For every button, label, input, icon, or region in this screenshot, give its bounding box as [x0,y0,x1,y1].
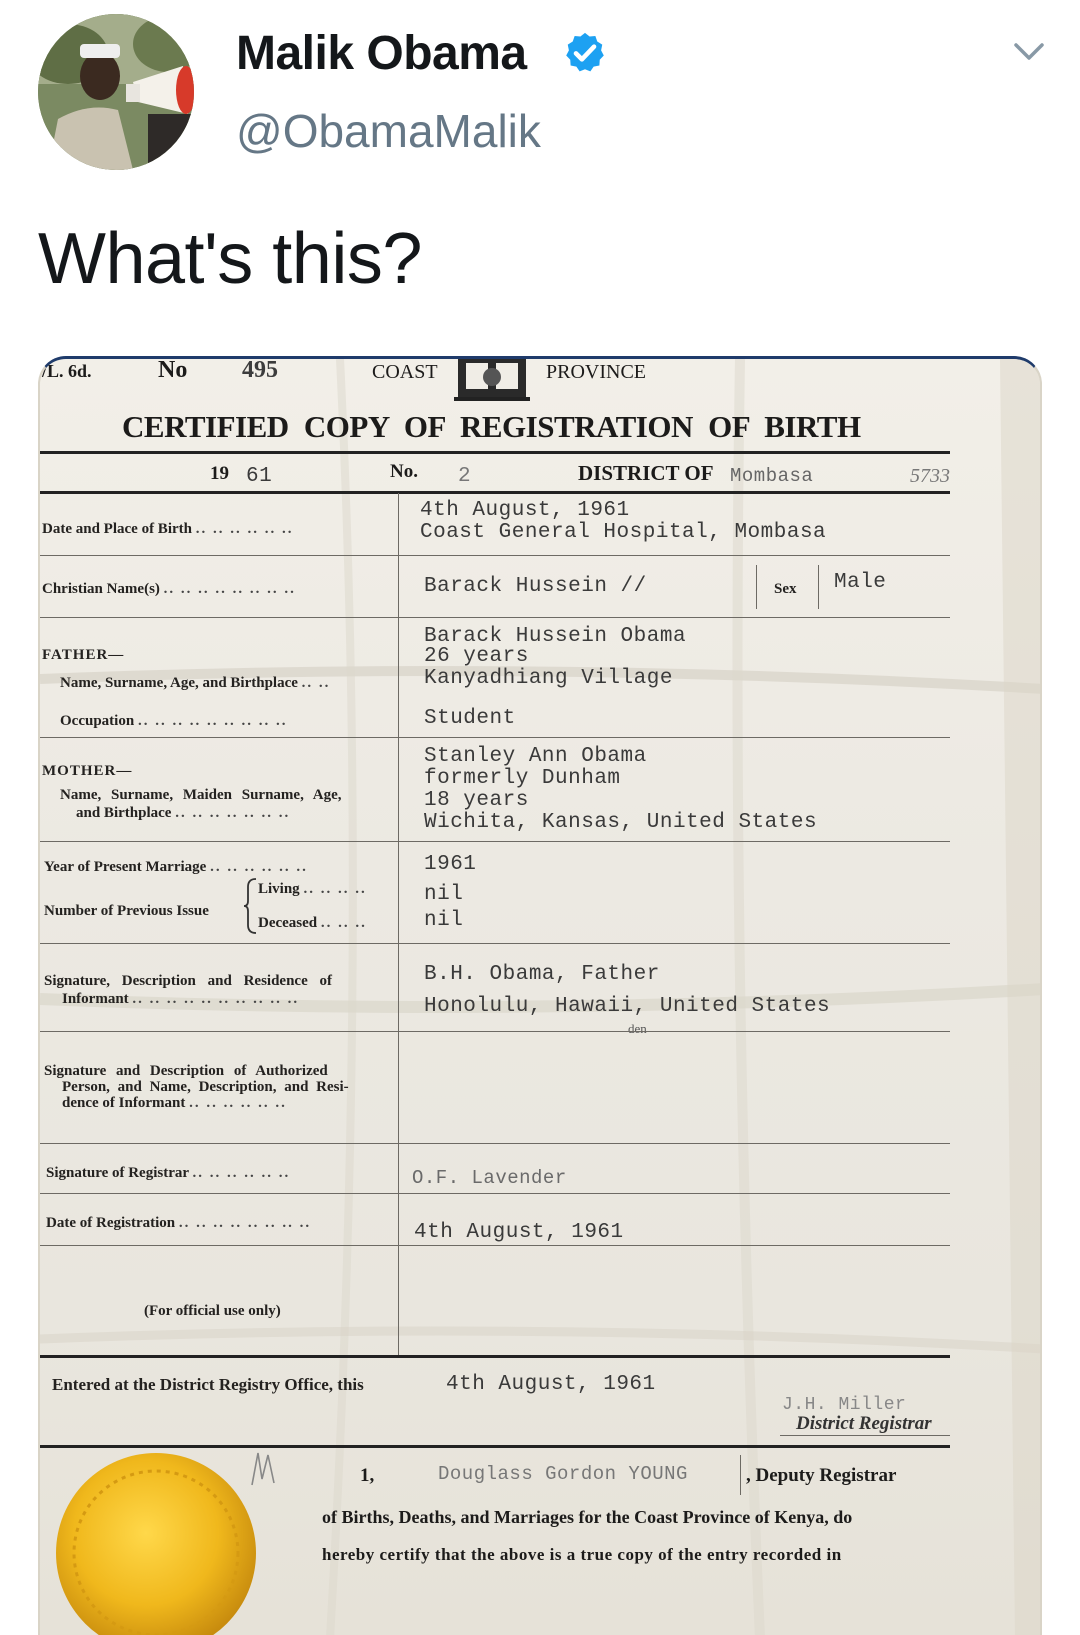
avatar-photo [38,14,194,170]
occupation-label: Occupation .. .. .. .. .. .. .. .. .. [60,713,288,729]
district-label: DISTRICT OF [578,461,714,485]
coat-of-arms-icon [454,359,530,403]
sex-label: Sex [774,581,797,597]
signature-mark-icon [248,1449,278,1489]
user-handle[interactable]: @ObamaMalik [236,105,541,157]
living-label: Living .. .. .. .. [258,881,367,897]
mother-maiden: formerly Dunham [424,767,621,790]
mother-label-line1: Name, Surname, Maiden Surname, Age, [60,787,342,803]
no-value: 2 [458,465,472,488]
certificate-title: CERTIFIED COPY OF REGISTRATION OF BIRTH [122,409,861,444]
dob-place: Coast General Hospital, Mombasa [420,521,827,544]
dob-date: 4th August, 1961 [420,499,630,522]
tweet-text: What's this? [38,219,422,299]
coast-label: COAST [372,361,438,383]
chevron-down-icon[interactable] [1012,40,1046,64]
deceased-value: nil [424,909,464,932]
informant-name: B.H. Obama, Father [424,963,660,986]
registrar-label: Signature of Registrar .. .. .. .. .. .. [46,1165,291,1181]
informant-label-line2: Informant .. .. .. .. .. .. .. .. .. .. [62,991,300,1007]
tweet-media-image[interactable] [38,356,1042,1635]
informant-label-line1: Signature, Description and Residence of [44,973,332,989]
cert-line-2: of Births, Deaths, and Marriages for the Coast Province of Kenya, do [322,1507,853,1527]
marriage-label: Year of Present Marriage .. .. .. .. .. .. [44,859,308,875]
informant-note: den [628,1021,647,1036]
registrar-value: O.F. Lavender [412,1167,567,1189]
number-symbol: No [158,357,188,383]
district-value: Mombasa [730,465,814,487]
entered-value: 4th August, 1961 [446,1373,656,1396]
deceased-label: Deceased .. .. .. [258,915,367,931]
registration-date-label: Date of Registration .. .. .. .. .. .. .. .. [46,1215,312,1231]
province-label: PROVINCE [546,361,647,383]
previous-issue-label: Number of Previous Issue [44,903,209,919]
christian-name-label: Christian Name(s) .. .. .. .. .. .. .. .. [42,581,296,597]
cert-number: 1, [360,1465,375,1486]
father-age: 26 years [424,645,529,668]
mother-heading: MOTHER— [42,763,133,779]
display-name[interactable]: Malik Obama [236,27,527,80]
entered-label: Entered at the District Registry Office, this [52,1375,364,1394]
cert-line-3: hereby certify that the above is a true copy of the entry recorded in [322,1545,842,1564]
year-value: 61 [246,465,273,488]
father-heading: FATHER— [42,647,125,663]
sex-value: Male [834,571,887,594]
mother-birthplace: Wichita, Kansas, United States [424,811,818,834]
christian-name-value: Barack Hussein // [424,575,647,598]
mother-age: 18 years [424,789,529,812]
gold-seal-icon [56,1453,256,1635]
deputy-name: Douglass Gordon YOUNG [438,1463,688,1485]
authorized-label-line1: Signature and Description of Authorized [44,1063,328,1079]
dob-label: Date and Place of Birth .. .. .. .. .. .. [42,521,294,537]
living-value: nil [424,883,464,906]
authorized-label-line3: dence of Informant .. .. .. .. .. .. [62,1095,287,1111]
serial-number: 495 [242,357,278,383]
registration-date-value: 4th August, 1961 [414,1221,624,1244]
father-label: Name, Surname, Age, and Birthplace .. .. [60,675,331,691]
district-registrar-title: District Registrar [796,1413,932,1434]
verified-badge-icon [562,30,608,76]
form-code: /L. 6d. [42,361,92,381]
brace-icon [244,877,258,935]
district-registrar-name: J.H. Miller [782,1395,907,1415]
mother-name: Stanley Ann Obama [424,745,647,768]
father-birthplace: Kanyadhiang Village [424,667,673,690]
avatar[interactable] [38,14,194,170]
year-label: 19 [210,463,229,484]
informant-residence: Honolulu, Hawaii, United States [424,995,831,1018]
official-use-label: (For official use only) [144,1303,281,1319]
deputy-title: , Deputy Registrar [746,1465,897,1486]
district-code: 5733 [910,465,950,487]
father-name: Barack Hussein Obama [424,625,687,648]
authorized-label-line2: Person, and Name, Description, and Resi- [62,1079,349,1095]
birth-certificate [40,359,1042,1635]
marriage-value: 1961 [424,853,477,876]
mother-label-line2: and Birthplace .. .. .. .. .. .. .. [76,805,291,821]
no-label: No. [390,461,418,482]
occupation-value: Student [424,707,516,730]
